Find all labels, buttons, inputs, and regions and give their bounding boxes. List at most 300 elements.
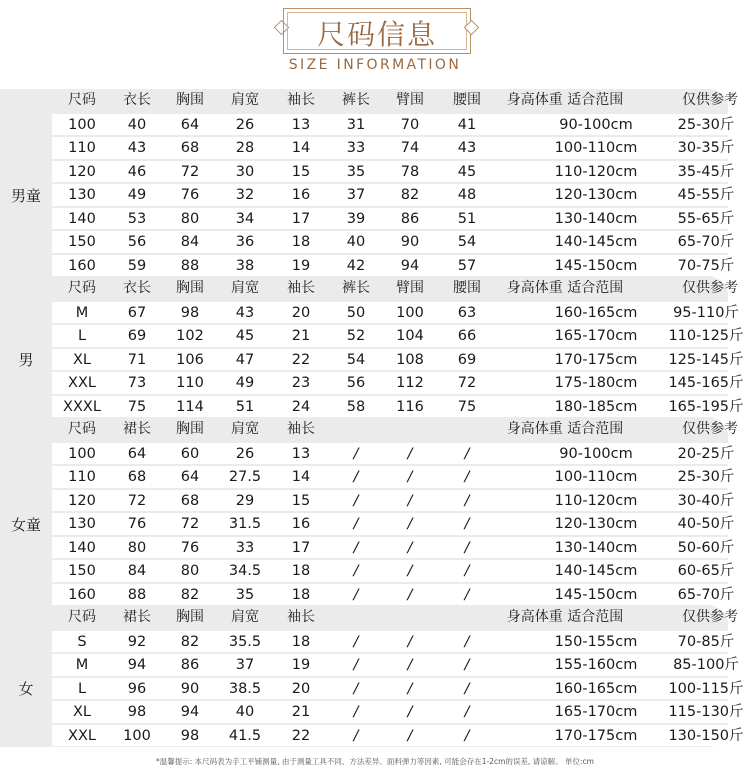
footnote: *温馨提示: 本尺码表为手工平铺测量, 由于测量工具不同、方法差异、面料弹力等因素, 可能会存在1-2cm的误差, 请谅解。 单位:cm [156,757,594,766]
table-cell: 64 [180,116,200,133]
table-cell: 30-35斤 [677,140,735,156]
table-cell: 98 [180,304,200,321]
table-cell: 110-120cm [554,492,638,509]
table-cell: 49 [235,375,255,391]
table-cell: 175-180cm [554,375,638,391]
table-cell: 130 [68,516,96,532]
table-cell: / [464,657,470,673]
table-cell: 120 [68,492,96,509]
table-cell: 27.5 [228,469,262,485]
table-cell: 17 [291,539,311,556]
table-cell: 82 [180,586,200,603]
table-cell: 13 [291,445,311,462]
table-cell: 84 [127,563,147,579]
table-cell: 18 [291,633,311,650]
column-header: 身高体重 适合范围 [506,92,624,108]
table-cell: 53 [127,210,147,227]
table-cell: 67 [127,304,147,321]
table-cell: M [75,657,89,673]
group-label: 女童 [10,515,41,534]
table-cell: 78 [400,163,420,180]
table-cell: 88 [180,257,200,274]
table-cell: 30 [235,163,255,180]
column-header [328,606,384,630]
table-cell: / [353,469,359,485]
table-cell: 19 [291,257,311,274]
table-cell: / [353,727,359,744]
table-cell: 76 [180,187,200,203]
table-row [52,161,735,183]
table-cell: 80 [180,210,200,227]
table-cell: 33 [346,140,366,156]
table-cell: 47 [235,351,255,368]
table-cell: 13 [291,116,311,133]
column-header: 腰围 [453,92,481,108]
table-cell: 76 [127,516,147,532]
group-label: 男童 [10,186,41,205]
table-cell: 120 [68,163,96,180]
table-cell: 40 [127,116,147,133]
column-header: 身高体重 适合范围 [506,280,624,296]
table-row [52,372,744,394]
table-cell: 116 [396,398,424,415]
table-cell: 65-70斤 [677,586,735,603]
table-cell: 31.5 [228,516,262,532]
table-cell: 49 [127,187,147,203]
table-cell: / [464,586,470,603]
table-cell: 35 [235,586,255,603]
table-cell: 88 [127,586,147,603]
column-header: 袖长 [287,421,315,437]
table-cell: 52 [346,328,366,344]
table-cell: / [464,445,470,462]
table-cell: / [353,516,359,532]
table-cell: 60 [180,445,200,462]
table-cell: 160 [68,586,96,603]
table-cell: L [77,328,87,344]
table-cell: / [353,563,359,579]
table-cell: 84 [180,234,200,250]
column-header [382,418,438,442]
table-cell: 90-100cm [559,445,633,462]
table-row [52,654,739,676]
table-cell: 150-155cm [554,633,638,650]
page-subtitle: SIZE INFORMATION [288,57,462,73]
table-cell: 71 [127,351,147,368]
table-cell: 100 [68,445,96,462]
table-cell: 155-160cm [554,657,638,673]
page-title: 尺码信息 [316,18,437,51]
column-header: 衣长 [123,92,151,108]
table-cell: XL [72,351,91,368]
table-cell: 22 [291,351,311,368]
table-cell: 150 [68,234,96,250]
table-cell: 18 [291,234,311,250]
table-cell: / [353,657,359,673]
table-cell: 94 [127,657,147,673]
column-header: 袖长 [287,280,315,296]
table-cell: / [464,727,470,744]
table-cell: 36 [235,234,255,250]
column-header [439,418,495,442]
table-cell: 80 [180,563,200,579]
column-header: 臂围 [396,280,424,296]
table-cell: 64 [127,445,147,462]
column-header: 身高体重 适合范围 [506,421,624,437]
column-header: 衣长 [123,280,151,296]
table-cell: 20-25斤 [677,445,735,462]
table-row [52,631,735,653]
table-cell: 59 [127,257,147,274]
table-row [52,513,735,535]
table-cell: / [464,704,470,720]
table-cell: 58 [346,398,366,415]
table-cell: 17 [291,210,311,227]
title-frame [283,8,471,54]
table-cell: 43 [457,140,477,156]
table-cell: 130 [68,187,96,203]
table-cell: 38.5 [228,680,262,697]
table-cell: 26 [235,445,255,462]
column-header: 仅供参考 [682,280,738,296]
table-cell: 38 [235,257,255,274]
table-cell: 68 [127,469,147,485]
table-cell: 28 [235,140,255,156]
table-cell: 112 [396,375,424,391]
table-cell: / [353,539,359,556]
table-cell: 110 [68,469,96,485]
table-cell: 160 [68,257,96,274]
table-cell: / [464,563,470,579]
table-cell: 82 [400,187,420,203]
column-header: 袖长 [287,609,315,625]
column-header: 臂围 [396,92,424,108]
table-cell: 43 [127,140,147,156]
table-cell: 74 [400,140,420,156]
table-cell: 108 [396,351,424,368]
table-cell: 68 [180,140,200,156]
table-cell: 72 [457,375,477,391]
column-header [382,606,438,630]
table-cell: / [407,586,413,603]
table-cell: 23 [291,375,311,391]
table-cell: 86 [400,210,420,227]
table-cell: 170-175cm [554,351,638,368]
column-header: 裤长 [342,280,370,296]
table-cell: / [353,445,359,462]
table-cell: S [77,633,87,650]
table-cell: 35 [346,163,366,180]
table-cell: 90-100cm [559,116,633,133]
table-cell: 130-140cm [554,539,638,556]
table-row [52,208,735,230]
table-cell: 34 [235,210,255,227]
table-cell: 140-145cm [554,234,638,250]
column-header [328,418,384,442]
table-cell: 100 [68,116,96,133]
table-cell: 26 [235,116,255,133]
table-cell: / [407,704,413,720]
size-group [0,89,750,277]
column-header: 肩宽 [231,92,259,108]
table-row [52,255,735,277]
table-row [52,701,744,723]
table-cell: 46 [127,163,147,180]
table-cell: 160-165cm [554,304,638,321]
table-cell: 70-85斤 [677,633,735,650]
table-cell: 72 [180,163,200,180]
table-cell: 35.5 [228,633,262,650]
table-cell: L [77,680,87,697]
table-cell: 75 [127,398,147,415]
table-cell: 45 [457,163,477,180]
table-row [52,443,735,465]
table-cell: 40-50斤 [677,516,735,532]
table-cell: / [353,680,359,697]
table-cell: / [407,657,413,673]
column-header: 仅供参考 [682,609,738,625]
column-header [439,606,495,630]
table-cell: 19 [291,657,311,673]
table-header-row [52,277,738,301]
table-cell: 114 [176,398,204,415]
table-cell: 39 [346,210,366,227]
column-header: 肩宽 [231,421,259,437]
table-cell: / [407,492,413,509]
table-cell: 69 [127,328,147,344]
table-cell: 76 [180,539,200,556]
table-row [52,184,735,206]
table-cell: 14 [291,469,311,485]
table-cell: 37 [235,657,255,673]
table-cell: 165-170cm [554,704,638,720]
table-cell: 18 [291,586,311,603]
header [0,0,750,86]
table-cell: 33 [235,539,255,556]
table-cell: / [353,633,359,650]
table-cell: / [353,704,359,720]
table-cell: 90 [180,680,200,697]
table-cell: 24 [291,398,311,415]
table-cell: 69 [457,351,477,368]
table-cell: 145-150cm [554,257,638,274]
column-header: 尺码 [68,92,96,108]
table-row [52,560,735,582]
table-cell: 110-120cm [554,163,638,180]
table-cell: 57 [457,257,477,274]
table-cell: 56 [127,234,147,250]
column-header: 仅供参考 [682,92,738,108]
table-cell: / [407,445,413,462]
table-cell: 51 [235,398,255,415]
table-cell: 40 [346,234,366,250]
table-cell: 82 [180,633,200,650]
column-header: 肩宽 [231,609,259,625]
table-cell: 63 [457,304,477,321]
column-header: 尺码 [68,280,96,296]
table-cell: 120-130cm [554,187,638,203]
table-cell: 42 [346,257,366,274]
table-cell: XXL [68,727,96,744]
table-cell: 68 [180,492,200,509]
table-cell: 85-100斤 [673,657,739,673]
table-cell: 106 [176,351,204,368]
table-row [52,302,739,324]
table-cell: 18 [291,563,311,579]
table-cell: / [407,539,413,556]
table-row [52,231,735,253]
table-row [52,490,735,512]
column-header: 肩宽 [231,280,259,296]
table-cell: 25-30斤 [677,116,735,133]
table-cell: 14 [291,140,311,156]
table-cell: 165-170cm [554,328,638,344]
table-cell: 100-115斤 [668,680,744,697]
size-group [0,606,750,747]
table-cell: 65-70斤 [677,234,735,250]
table-cell: 56 [346,375,366,391]
table-cell: 120-130cm [554,516,638,532]
table-cell: 98 [127,704,147,720]
table-cell: 145-150cm [554,586,638,603]
table-cell: 95-110斤 [673,304,739,321]
table-cell: 30-40斤 [677,492,735,509]
table-cell: 110-125斤 [668,328,744,344]
table-cell: / [464,680,470,697]
table-cell: 70 [400,116,420,133]
table-cell: 104 [396,328,424,344]
table-row [52,114,735,136]
table-cell: 102 [176,328,204,344]
table-cell: 100 [396,304,424,321]
table-cell: 160-165cm [554,680,638,697]
table-cell: / [407,633,413,650]
table-cell: 54 [457,234,477,250]
table-cell: 73 [127,375,147,391]
table-cell: 41.5 [228,727,262,744]
table-cell: / [464,516,470,532]
table-cell: 110 [68,140,96,156]
table-cell: 21 [291,704,311,720]
table-cell: 140 [68,210,96,227]
table-cell: 32 [235,187,255,203]
table-cell: 55-65斤 [677,210,735,227]
table-cell: / [407,680,413,697]
table-cell: 20 [291,680,311,697]
table-cell: / [464,633,470,650]
group-label: 男 [18,351,34,370]
table-cell: / [407,727,413,744]
table-cell: 140 [68,539,96,556]
table-header-row [52,418,738,442]
table-cell: 94 [400,257,420,274]
table-row [52,349,744,371]
table-cell: 90 [400,234,420,250]
table-cell: XXXL [63,398,101,415]
table-cell: 80 [127,539,147,556]
column-header: 腰围 [453,280,481,296]
table-cell: 40 [235,704,255,720]
column-header: 仅供参考 [682,421,738,437]
table-cell: 86 [180,657,200,673]
table-cell: 72 [180,516,200,532]
column-header: 身高体重 适合范围 [506,609,624,625]
size-group [0,418,750,606]
table-header-row [52,606,738,630]
column-header: 胸围 [176,280,204,296]
table-cell: XL [72,704,91,720]
column-header: 尺码 [68,421,96,437]
table-row [52,584,735,606]
table-cell: 20 [291,304,311,321]
column-header: 尺码 [68,609,96,625]
table-cell: 60-65斤 [677,563,735,579]
table-cell: 48 [457,187,477,203]
table-cell: 70-75斤 [677,257,735,274]
table-cell: 31 [346,116,366,133]
table-cell: 15 [291,492,311,509]
table-cell: 115-130斤 [668,704,744,720]
column-header: 胸围 [176,609,204,625]
table-cell: 125-145斤 [668,351,744,368]
table-cell: / [353,492,359,509]
table-row [52,137,735,159]
column-header: 裙长 [123,609,151,625]
table-cell: 45 [235,328,255,344]
table-cell: 16 [291,187,311,203]
table-cell: 21 [291,328,311,344]
table-cell: 35-45斤 [677,163,735,180]
table-cell: 41 [457,116,477,133]
table-cell: 94 [180,704,200,720]
table-cell: 16 [291,516,311,532]
table-cell: 50 [346,304,366,321]
table-cell: 22 [291,727,311,744]
table-row [52,678,744,700]
group-label: 女 [18,680,34,699]
column-header: 胸围 [176,92,204,108]
table-cell: 45-55斤 [677,187,735,203]
table-cell: 165-195斤 [668,398,744,415]
table-cell: 100-110cm [554,469,638,485]
table-cell: 75 [457,398,477,415]
table-cell: XXL [68,375,96,391]
table-cell: 98 [180,727,200,744]
table-row [52,396,744,418]
table-cell: 92 [127,633,147,650]
table-cell: 34.5 [228,563,262,579]
table-cell: 54 [346,351,366,368]
table-cell: 64 [180,469,200,485]
table-header-row [52,89,738,113]
table-cell: / [407,563,413,579]
table-cell: M [75,304,89,321]
table-cell: / [407,469,413,485]
table-cell: 37 [346,187,366,203]
table-cell: 110 [176,375,204,391]
table-cell: 51 [457,210,477,227]
table-cell: 180-185cm [554,398,638,415]
table-cell: 170-175cm [554,727,638,744]
table-cell: 100 [123,727,151,744]
table-cell: / [464,539,470,556]
table-cell: / [353,586,359,603]
table-cell: 140-145cm [554,563,638,579]
table-row [52,537,735,559]
table-cell: 100-110cm [554,140,638,156]
column-header: 袖长 [287,92,315,108]
size-group [0,277,750,418]
